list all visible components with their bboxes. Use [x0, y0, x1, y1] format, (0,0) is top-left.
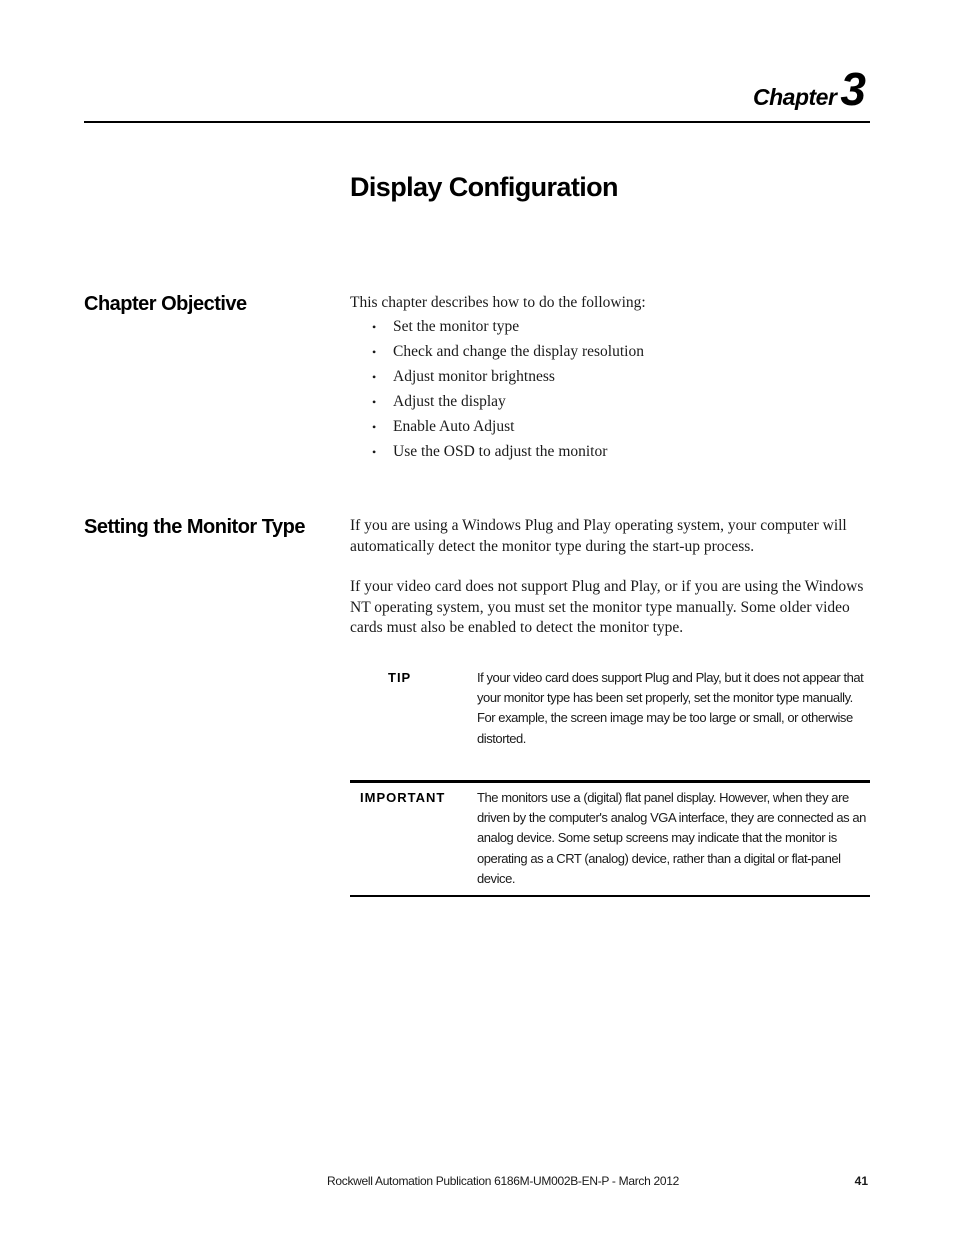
objective-intro: This chapter describes how to do the following: — [350, 294, 646, 311]
page-title: Display Configuration — [350, 172, 618, 202]
list-item: • Enable Auto Adjust — [350, 417, 644, 442]
list-item: • Check and change the display resolution — [350, 342, 644, 367]
header-rule — [84, 121, 870, 123]
page-number: 41 — [854, 1174, 868, 1188]
chapter-heading — [753, 62, 866, 116]
list-item: • Use the OSD to adjust the monitor — [350, 442, 644, 467]
objective-bullet-list — [350, 317, 644, 467]
footer-publication: Rockwell Automation Publication 6186M-UM002B-EN-P - March 2012 — [327, 1174, 680, 1188]
list-item: • Adjust the display — [350, 392, 644, 417]
important-top-rule — [350, 780, 870, 783]
list-item: • Adjust monitor brightness — [350, 367, 644, 392]
list-item: • Set the monitor type — [350, 317, 644, 342]
tip-label: TIP — [388, 670, 412, 685]
section-heading-chapter-objective: Chapter Objective — [84, 293, 247, 315]
important-label: IMPORTANT — [360, 790, 446, 805]
important-bottom-rule — [350, 895, 870, 897]
chapter-word: Chapter — [753, 84, 837, 110]
section-heading-monitor-type: Setting the Monitor Type — [84, 516, 305, 538]
monitor-type-paragraph-1: If you are using a Windows Plug and Play operating system, your computer will automatically detect the monitor type during the start-up process. — [350, 517, 847, 555]
monitor-type-paragraph-2: If your video card does not support Plug and Play, or if you are using the Windows NT operating system, you must set the monitor type manually. Some older video cards must also be enabled to detect the monitor type. — [350, 578, 864, 636]
chapter-number: 3 — [840, 63, 866, 115]
important-text: The monitors use a (digital) flat panel display. However, when they are driven by the computer's analog VGA interface, they are connected as an analog device. Some setup screens may indicate that the monitor is operating as a CRT (analog) device, rather than a digital or flat-panel device. — [477, 790, 866, 886]
tip-text: If your video card does support Plug and Play, but it does not appear that your monitor type has been set properly, set the monitor type manually. For example, the screen image may be too large or small, or otherwise distorted. — [477, 670, 864, 746]
